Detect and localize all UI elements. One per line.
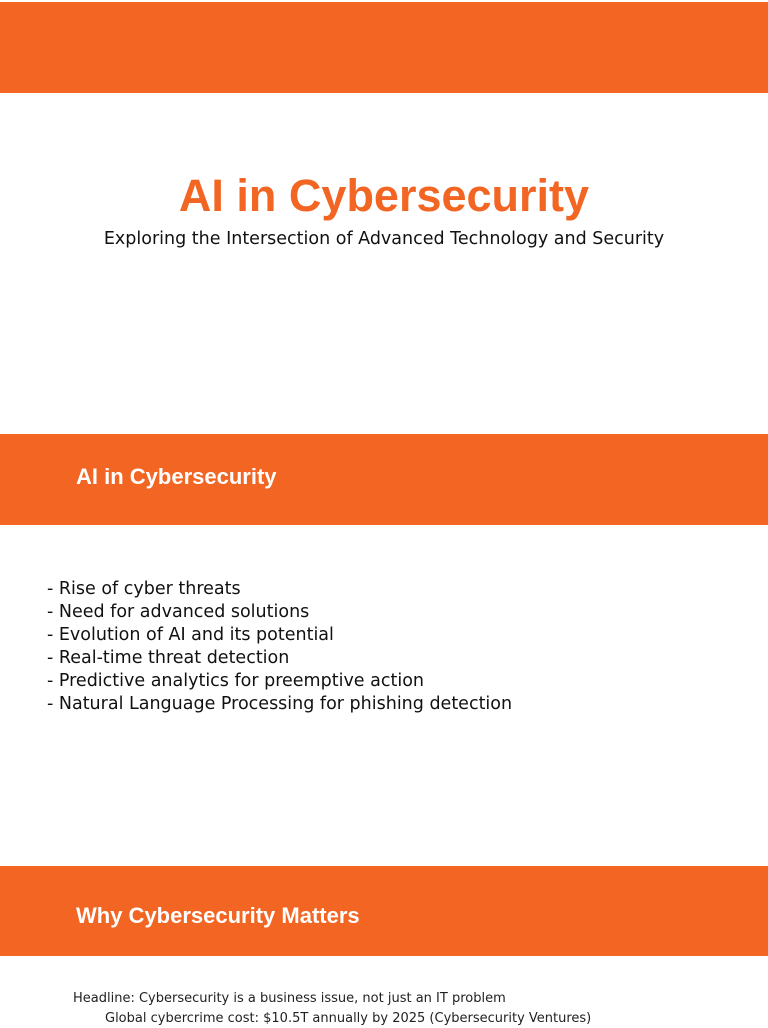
section-why-headline: Headline: Cybersecurity is a business issue, not just an IT problem: [73, 991, 506, 1006]
bullet-item: - Predictive analytics for preemptive action: [47, 671, 424, 691]
bullet-item: - Natural Language Processing for phishing detection: [47, 694, 513, 714]
bullet-item: - Real-time threat detection: [47, 648, 290, 668]
page-title: AI in Cybersecurity: [178, 170, 590, 221]
section-ai-title: AI in Cybersecurity: [76, 464, 277, 489]
bullet-item: - Evolution of AI and its potential: [47, 625, 334, 645]
title-slide-header-band: [0, 2, 768, 93]
bullet-item: - Rise of cyber threats: [47, 579, 241, 599]
section-ai-bullet-list: [47, 578, 747, 716]
page-subtitle: Exploring the Intersection of Advanced Technology and Security: [103, 229, 665, 249]
bullet-item: - Need for advanced solutions: [47, 602, 310, 622]
section-why-title: Why Cybersecurity Matters: [76, 903, 360, 928]
section-why-detail: Global cybercrime cost: $10.5T annually by 2025 (Cybersecurity Ventures): [105, 1011, 592, 1026]
